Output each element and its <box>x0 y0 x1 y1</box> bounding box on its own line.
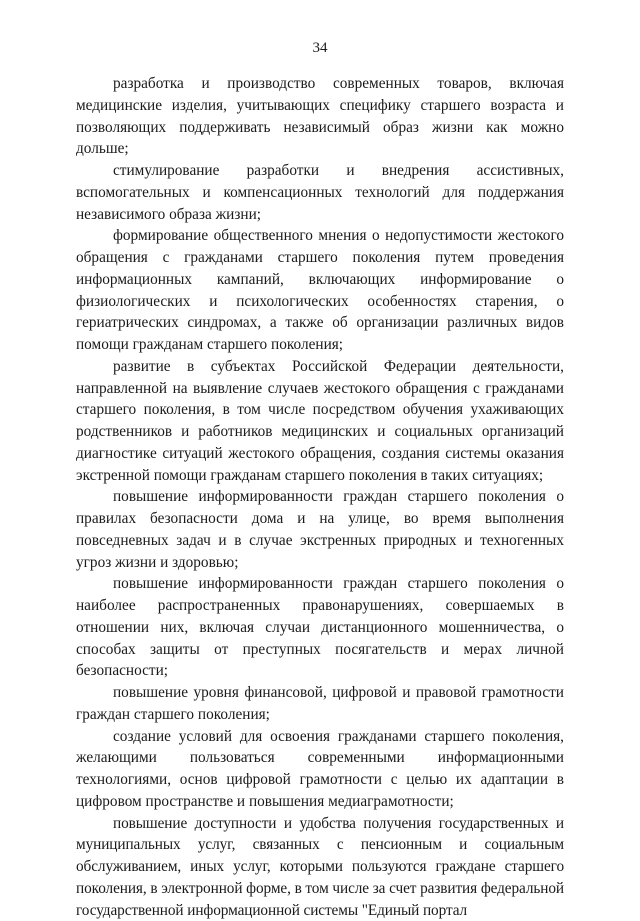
paragraph-safety-awareness: повышение информированности граждан старшего поколения о правилах безопасности дома и на улице, во время выполнения повседневных задач и в случае экстренных природных и техногенных угроз жизни и здоровью; <box>76 486 564 573</box>
paragraph-public-opinion: формирование общественного мнения о недопустимости жестокого обращения с гражданами старшего поколения путем проведения информационных кампаний, включающих информирование о физиологических и психологических особенностях старения, о гериатрических синдромах, а также об организации различных видов помощи гражданам старшего поколения; <box>76 225 564 356</box>
paragraph-abuse-detection: развитие в субъектах Российской Федерации деятельности, направленной на выявление случаев жестокого обращения с гражданами старшего поколения, в том числе посредством обучения ухаживающих родственников и работников медицинских и социальных организаций диагностике ситуаций жестокого обращения, создания системы оказания экстренной помощи гражданам старшего поколения в таких ситуациях; <box>76 356 564 487</box>
paragraph-digital-literacy: создание условий для освоения гражданами старшего поколения, желающими пользоваться современными информационными технологиями, основ цифровой грамотности с целью их адаптации в цифровом пространстве и повышения медиаграмотности; <box>76 726 564 813</box>
page-number: 34 <box>0 40 640 57</box>
paragraph-assistive-technologies: стимулирование разработки и внедрения ассистивных, вспомогательных и компенсационных технологий для поддержания независимого образа жизни; <box>76 160 564 225</box>
paragraph-goods-development: разработка и производство современных товаров, включая медицинские изделия, учитывающих специфику старшего возраста и позволяющих поддерживать независимый образ жизни как можно дольше; <box>76 73 564 160</box>
paragraph-public-services: повышение доступности и удобства получения государственных и муниципальных услуг, связанных с пенсионным и социальным обслуживанием, иных услуг, которыми пользуются граждане старшего поколения, в электронной форме, в том числе за счет развития федеральной государственной информационной системы "Единый портал <box>76 813 564 921</box>
paragraph-offense-awareness: повышение информированности граждан старшего поколения о наиболее распространенных правонарушениях, совершаемых в отношении них, включая случаи дистанционного мошенничества, о способах защиты от преступных посягательств и мерах личной безопасности; <box>76 573 564 682</box>
paragraph-literacy: повышение уровня финансовой, цифровой и правовой грамотности граждан старшего поколения; <box>76 682 564 726</box>
document-body <box>76 73 564 921</box>
